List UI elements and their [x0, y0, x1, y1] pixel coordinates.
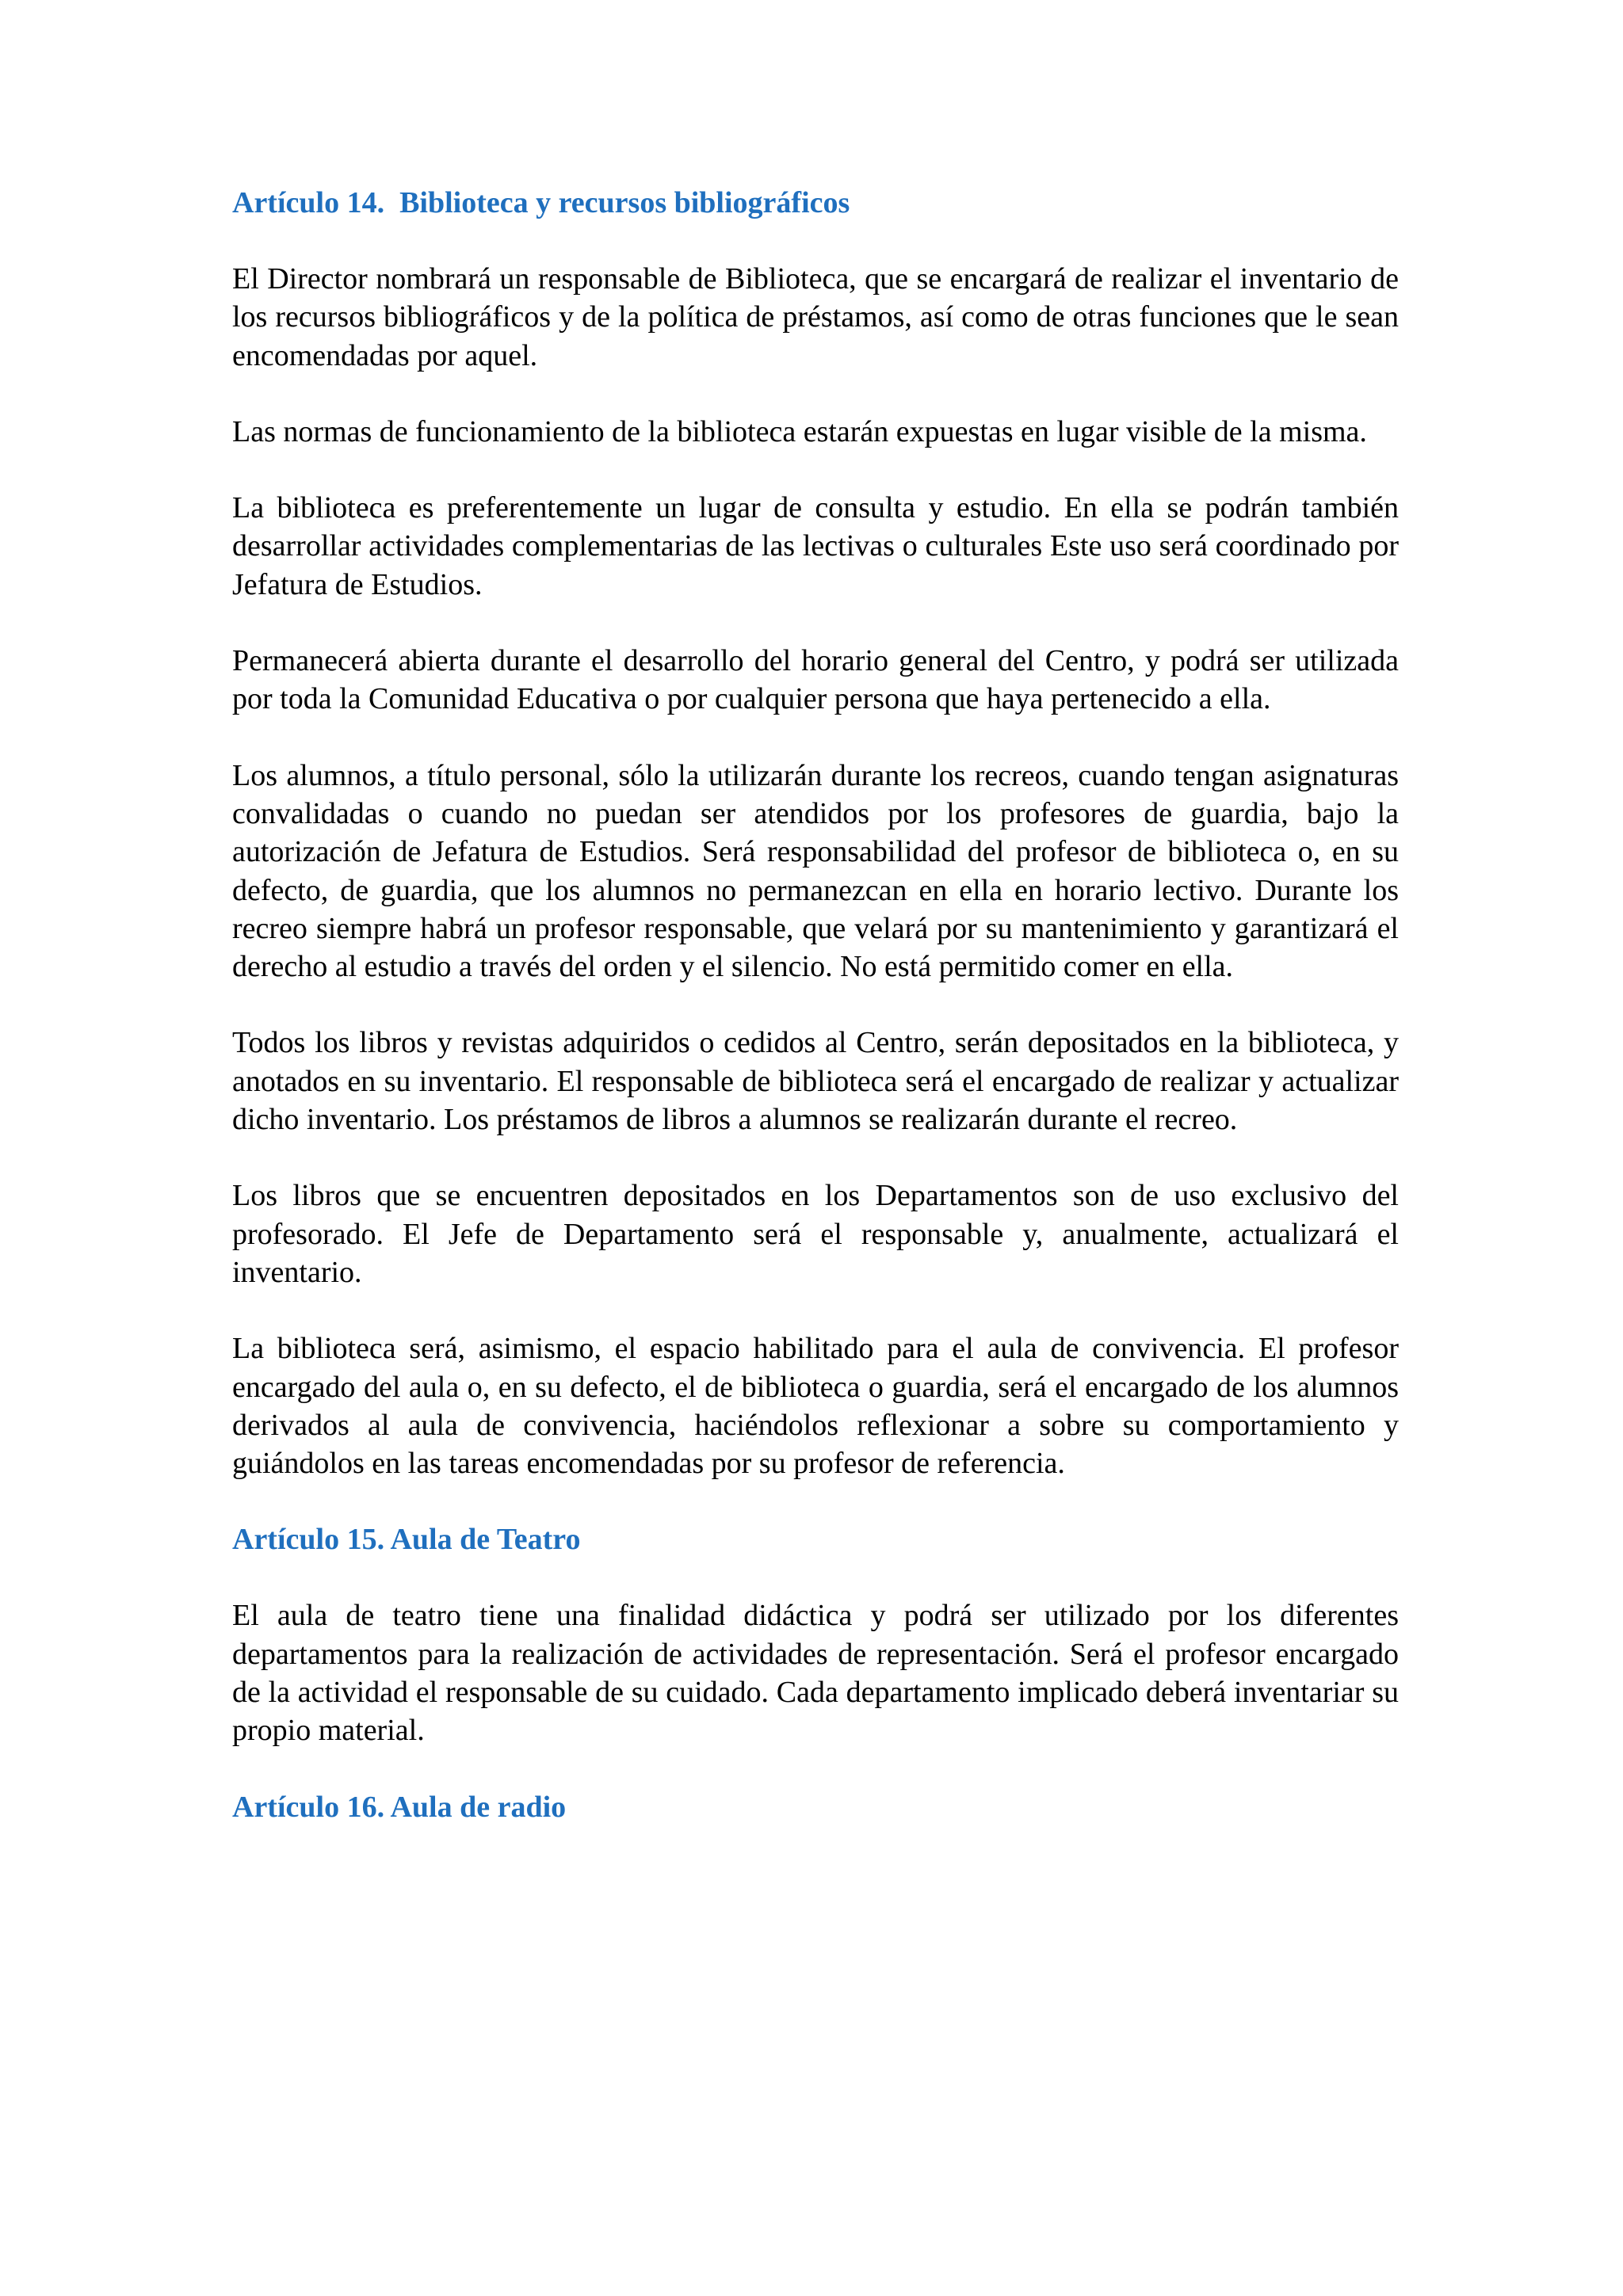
- article-16-heading: Artículo 16. Aula de radio: [232, 1790, 567, 1824]
- document-body: [232, 184, 1399, 1826]
- article-14-paragraph-7: Los libros que se encuentren depositados en los Departamentos son de uso exclusivo del profesorado. El Jefe de Departamento será el responsable y, anualmente, actualizará el inventario.: [232, 1179, 1399, 1289]
- article-14-paragraph-1: El Director nombrará un responsable de Biblioteca, que se encargará de realizar el inventario de los recursos bibliográficos y de la política de préstamos, así como de otras funciones que le sean encomendadas por aquel.: [232, 262, 1399, 372]
- article-14-paragraph-6: Todos los libros y revistas adquiridos o cedidos al Centro, serán depositados en la biblioteca, y anotados en su inventario. El responsable de biblioteca será el encargado de realizar y actualizar dicho inventario. Los préstamos de libros a alumnos se realizarán durante el recreo.: [232, 1026, 1399, 1137]
- article-15-paragraph-1: El aula de teatro tiene una finalidad didáctica y podrá ser utilizado por los diferentes departamentos para la realización de actividades de representación. Será el profesor encargado de la actividad el responsable de su cuidado. Cada departamento implicado deberá inventariar su propio material.: [232, 1599, 1399, 1748]
- article-14-paragraph-3: La biblioteca es preferentemente un lugar de consulta y estudio. En ella se podrán también desarrollar actividades complementarias de las lectivas o culturales Este uso será coordinado por Jefatura de Estudios.: [232, 491, 1399, 601]
- article-14-paragraph-4: Permanecerá abierta durante el desarrollo del horario general del Centro, y podrá ser utilizada por toda la Comunidad Educativa o por cualquier persona que haya pertenecido a ella.: [232, 644, 1399, 716]
- article-14-paragraph-2: Las normas de funcionamiento de la biblioteca estarán expuestas en lugar visible de la misma.: [232, 414, 1367, 448]
- article-15-heading: Artículo 15. Aula de Teatro: [232, 1523, 581, 1557]
- article-14-paragraph-5: Los alumnos, a título personal, sólo la utilizarán durante los recreos, cuando tengan asignaturas convalidadas o cuando no puedan ser atendidos por los profesores de guardia, bajo la autorización de Jefatura de Estudios. Será responsabilidad del profesor de biblioteca o, en su defecto, de guardia, que los alumnos no permanezcan en ella en horario lectivo. Durante los recreo siempre habrá un profesor responsable, que velará por su mantenimiento y garantizará el derecho al estudio a través del orden y el silencio. No está permitido comer en ella.: [232, 758, 1399, 984]
- article-14-heading: Artículo 14. Biblioteca y recursos bibliográficos: [232, 186, 850, 219]
- article-14-paragraph-8: La biblioteca será, asimismo, el espacio habilitado para el aula de convivencia. El profesor encargado del aula o, en su defecto, el de biblioteca o guardia, será el encargado de los alumnos derivados al aula de convivencia, haciéndolos reflexionar a sobre su comportamiento y guiándolos en las tareas encomendadas por su profesor de referencia.: [232, 1332, 1399, 1481]
